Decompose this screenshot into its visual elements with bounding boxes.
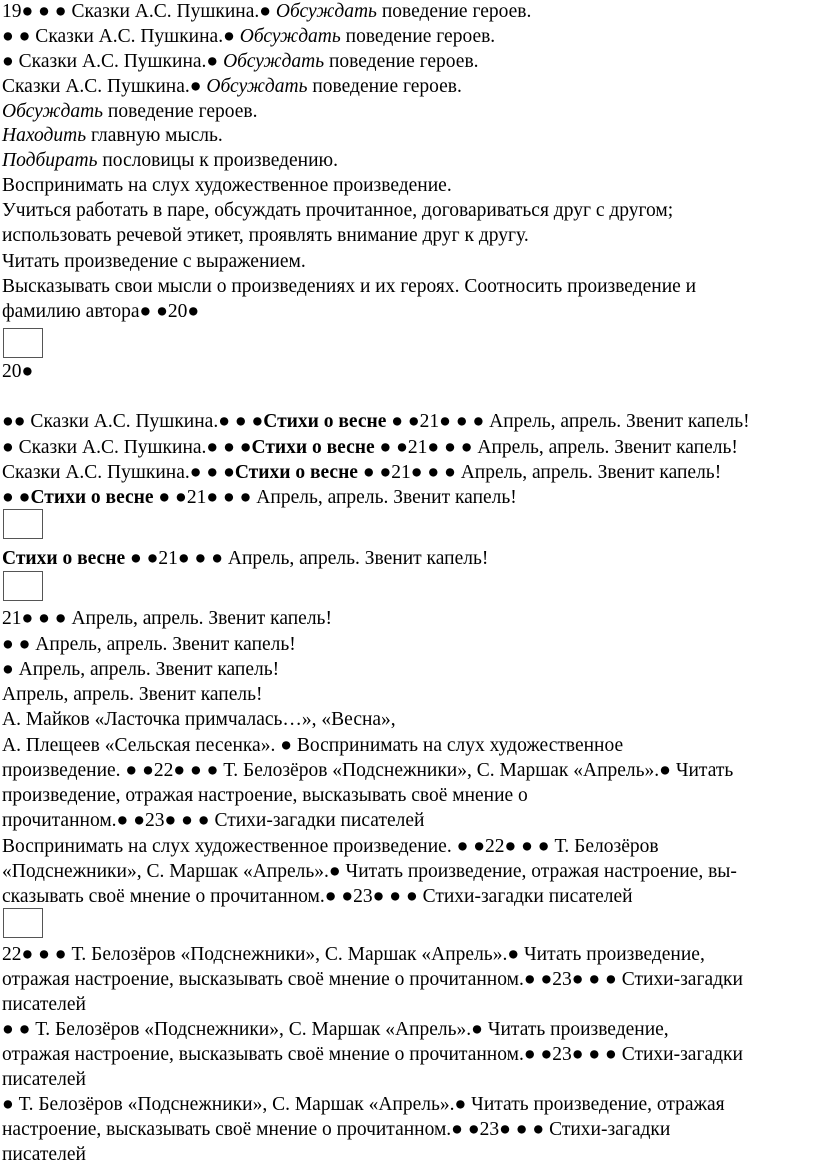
empty-placeholder-box	[3, 908, 43, 938]
text-line	[2, 1018, 814, 1042]
text-line	[2, 149, 814, 173]
text-run: Сказки А.С. Пушкина.● ● ●	[2, 462, 235, 483]
text-run: ● ●21● ● ● Апрель, апрель. Звенит капель!	[125, 548, 489, 569]
text-run: Учиться работать в паре, обсуждать прочитанное, договариваться друг с другом;	[2, 200, 674, 221]
text-run: ● ●21● ● ● Апрель, апрель. Звенит капель!	[386, 411, 750, 432]
text-line	[2, 410, 814, 434]
text-run: писателей	[2, 1069, 86, 1090]
text-line	[2, 943, 814, 967]
text-line	[2, 708, 814, 732]
text-run: Читать произведение с выражением.	[2, 251, 306, 272]
text-line	[2, 0, 814, 24]
text-line	[2, 658, 814, 682]
text-line	[2, 199, 814, 223]
text-line	[2, 1118, 814, 1142]
text-run: сказывать своё мнение о прочитанном.● ●23● ● ● Стихи-загадки писателей	[2, 886, 633, 907]
text-run: ● ●21● ● ● Апрель, апрель. Звенит капель!	[153, 487, 517, 508]
text-run: Воспринимать на слух художественное произведение.	[2, 175, 452, 196]
text-line	[2, 1143, 814, 1167]
text-run: ● Т. Белозёров «Подснежники», С. Маршак «Апрель».● Читать произведение, отражая	[2, 1094, 725, 1115]
text-run: отражая настроение, высказывать своё мнение о прочитанном.● ●23● ● ● Стихи-загадки	[2, 969, 743, 990]
bold-title: Стихи о весне	[30, 487, 154, 508]
text-run: ● ●21● ● ● Апрель, апрель. Звенит капель!	[357, 462, 722, 483]
bold-title: Стихи о весне	[234, 462, 358, 483]
text-run: настроение, высказывать своё мнение о прочитанном.● ●23● ● ● Стихи-загадки	[2, 1119, 671, 1140]
text-run: 21● ● ● Апрель, апрель. Звенит капель!	[2, 608, 332, 629]
text-run: Высказывать свои мысли о произведениях и их героях. Соотносить произведение и	[2, 276, 697, 297]
italic-verb: Обсуждать	[206, 76, 308, 97]
text-line	[2, 486, 814, 510]
text-run: писателей	[2, 1144, 86, 1165]
text-run: фамилию автора● ●20●	[2, 301, 200, 322]
text-line	[2, 224, 814, 248]
text-line	[2, 809, 814, 833]
empty-placeholder-box	[3, 509, 43, 539]
text-line	[2, 885, 814, 909]
text-line	[2, 607, 814, 631]
italic-verb: Обсуждать	[275, 1, 377, 22]
text-run: ● Сказки А.С. Пушкина.● ● ●	[2, 437, 252, 458]
text-line	[2, 759, 814, 783]
text-run: 19● ● ● Сказки А.С. Пушкина.●	[2, 1, 276, 22]
text-run: ● Апрель, апрель. Звенит капель!	[2, 659, 280, 680]
text-run: писателей	[2, 994, 86, 1015]
italic-verb: Обсуждать	[223, 51, 325, 72]
text-run: использовать речевой этикет, проявлять внимание друг к другу.	[2, 225, 529, 246]
text-run: произведение, отражая настроение, высказывать своё мнение о	[2, 785, 528, 806]
empty-placeholder-box	[3, 328, 43, 358]
italic-verb: Обсуждать	[2, 101, 104, 122]
text-run: 20●	[2, 361, 34, 382]
text-line	[2, 784, 814, 808]
text-line	[2, 547, 814, 571]
text-run: произведение. ● ●22● ● ● Т. Белозёров «Подснежники», С. Маршак «Апрель».● Читать	[2, 760, 734, 781]
text-run: прочитанном.● ●23● ● ● Стихи-загадки писателей	[2, 810, 425, 831]
text-line	[2, 461, 814, 485]
text-run: ● Сказки А.С. Пушкина.●	[2, 51, 224, 72]
text-run: ● ●	[2, 487, 31, 508]
text-run: Апрель, апрель. Звенит капель!	[2, 684, 263, 705]
text-run: ● ● Апрель, апрель. Звенит капель!	[2, 634, 296, 655]
text-line	[2, 124, 814, 148]
text-line	[2, 1093, 814, 1117]
text-line	[2, 436, 814, 460]
text-line	[2, 300, 814, 324]
text-line	[2, 1043, 814, 1067]
text-line	[2, 835, 814, 859]
text-line	[2, 1068, 814, 1092]
text-run: А. Майков «Ласточка примчалась…», «Весна»,	[2, 709, 396, 730]
text-line	[2, 734, 814, 758]
text-line	[2, 75, 814, 99]
text-line	[2, 860, 814, 884]
bold-title: Стихи о весне	[251, 437, 375, 458]
text-run: поведение героев.	[307, 76, 462, 97]
text-run: Воспринимать на слух художественное произведение. ● ●22● ● ● Т. Белозёров	[2, 836, 659, 857]
text-run: Сказки А.С. Пушкина.●	[2, 76, 207, 97]
text-run: главную мысль.	[86, 125, 223, 146]
text-run: ● ● Сказки А.С. Пушкина.●	[2, 26, 240, 47]
italic-verb: Находить	[2, 125, 87, 146]
text-line	[2, 100, 814, 124]
text-line	[2, 174, 814, 198]
text-line	[2, 683, 814, 707]
text-run: поведение героев.	[340, 26, 496, 47]
text-run: пословицы к произведению.	[97, 150, 338, 171]
italic-verb: Подбирать	[2, 150, 98, 171]
text-run: поведение героев.	[376, 1, 532, 22]
text-line	[2, 275, 814, 299]
text-run: 22● ● ● Т. Белозёров «Подснежники», С. Маршак «Апрель».● Читать произведение,	[2, 944, 705, 965]
italic-verb: Обсуждать	[239, 26, 341, 47]
text-line	[2, 250, 814, 274]
text-line	[2, 968, 814, 992]
text-run: отражая настроение, высказывать своё мнение о прочитанном.● ●23● ● ● Стихи-загадки	[2, 1044, 743, 1065]
text-run: ● ●21● ● ● Апрель, апрель. Звенит капель!	[374, 437, 738, 458]
text-run: «Подснежники», С. Маршак «Апрель».● Читать произведение, отражая настроение, вы-	[2, 861, 737, 882]
text-line	[2, 633, 814, 657]
text-run: поведение героев.	[103, 101, 258, 122]
text-line	[2, 993, 814, 1017]
bold-title: Стихи о весне	[2, 548, 126, 569]
text-line	[2, 50, 814, 74]
bold-title: Стихи о весне	[263, 411, 387, 432]
text-line	[2, 25, 814, 49]
empty-placeholder-box	[3, 571, 43, 601]
text-run: ●● Сказки А.С. Пушкина.● ● ●	[2, 411, 264, 432]
text-run: А. Плещеев «Сельская песенка». ● Воспринимать на слух художественное	[2, 735, 624, 756]
text-run: ● ● Т. Белозёров «Подснежники», С. Маршак «Апрель».● Читать произведение,	[2, 1019, 669, 1040]
text-run: поведение героев.	[324, 51, 479, 72]
text-line	[2, 360, 814, 384]
